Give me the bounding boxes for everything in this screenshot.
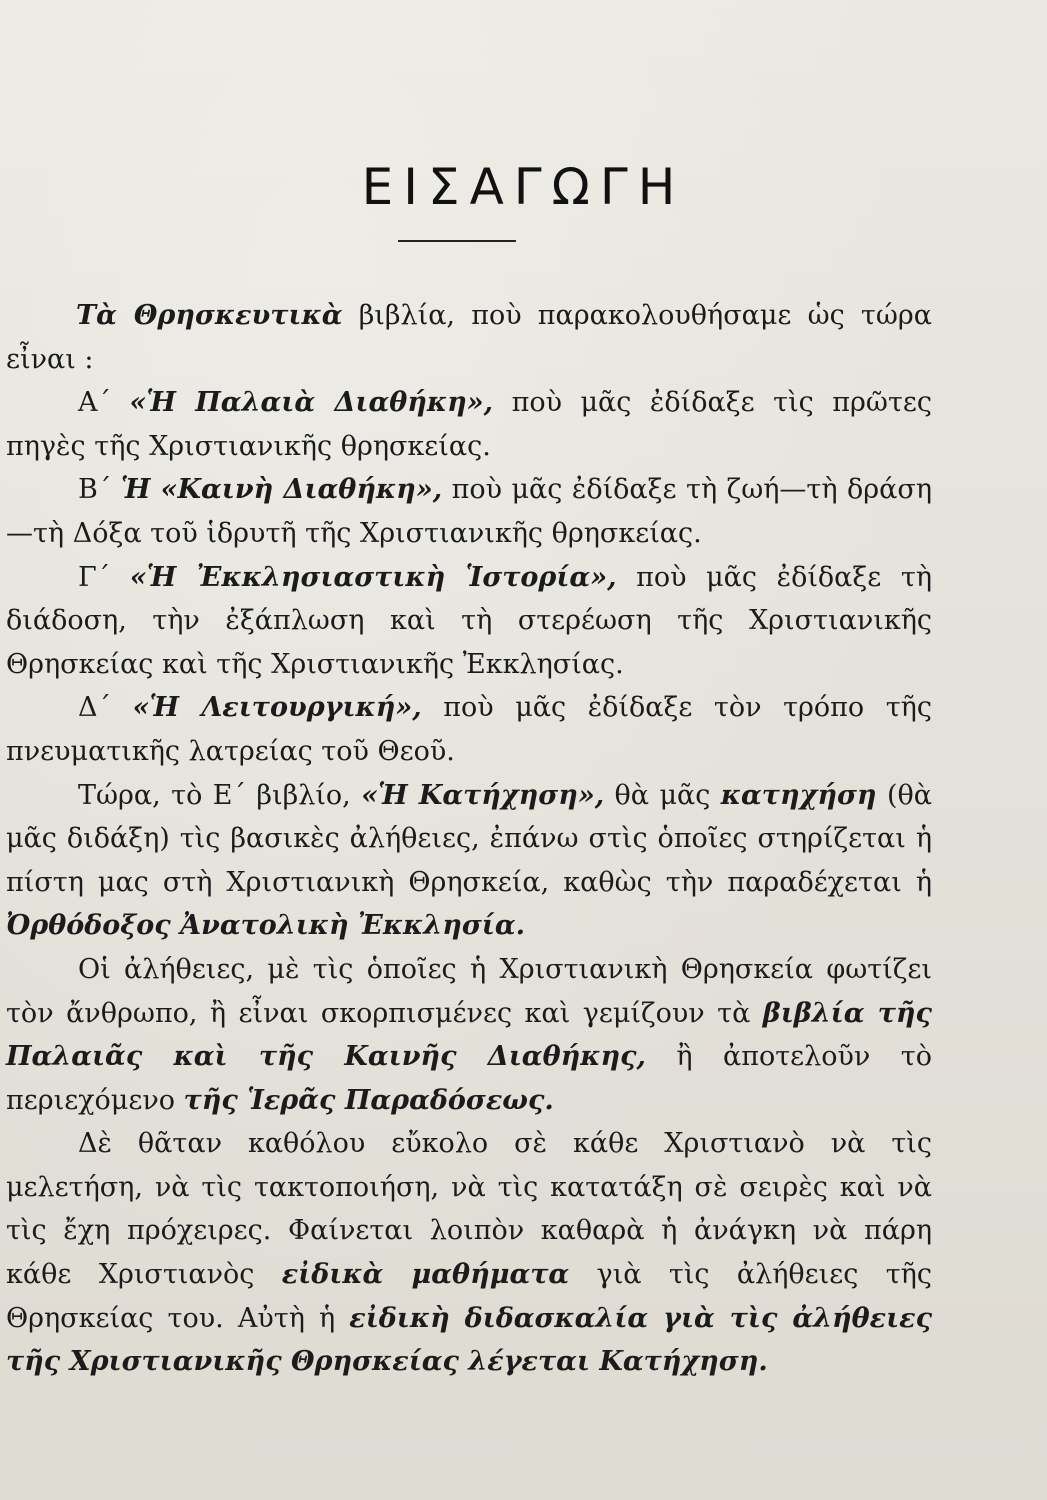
item-c-title: «Ἡ Ἐκκλησιαστικὴ Ἱστορία»,	[129, 561, 617, 593]
p5-bold-b: «Ἡ Κατήχηση»,	[361, 779, 605, 811]
item-c-text: ποὺ μᾶς ἐδίδαξε τὴ διάδοση, τὴν ἐξάπλωση καὶ τὴ στερέωση τῆς Χριστιανικῆς Θρησκείας καὶ τῆς Χριστιανικῆς Ἐκκλησίας.	[6, 561, 932, 680]
p6-bold-d: τῆς Ἱερᾶς Παραδόσεως.	[183, 1084, 554, 1116]
p5-text-c: θὰ μᾶς	[604, 779, 721, 811]
item-b-text: ποὺ μᾶς ἐδίδαξε τὴ ζωή—τὴ δράση—τὴ Δόξα τοῦ ἱδρυτῆ τῆς Χριστιανικῆς θρησκείας.	[6, 474, 932, 549]
paragraph-intro	[6, 294, 932, 381]
paragraph-conclusion	[6, 1122, 932, 1384]
body-text	[6, 294, 932, 1384]
paragraph-katichisi	[6, 774, 932, 948]
intro-bold: Τὰ Θρησκευτικὰ	[76, 300, 343, 331]
paragraph-a	[6, 381, 932, 468]
p5-text-e: (θὰ μᾶς διδάξη) τὶς βασικὲς ἀλήθειες, ἐπάνω στὶς ὁποῖες στηρίζεται ἡ πίστη μας στὴ Χριστιανικὴ Θρησκεία, καθὼς τὴν παραδέχεται ἡ	[6, 779, 933, 898]
p5-bold-f: Ὀρθόδοξος Ἀνατολικὴ Ἐκκλησία.	[6, 910, 525, 942]
p5-bold-d: κατηχήση	[720, 779, 877, 811]
item-a-prefix: Α΄	[78, 387, 130, 419]
item-d-prefix: Δ΄	[78, 692, 133, 724]
chapter-heading: ΕΙΣΑΓΩΓΗ	[361, 158, 686, 216]
item-b-prefix: Β΄	[78, 474, 121, 506]
paragraph-truths	[6, 948, 932, 1122]
item-d-title: «Ἡ Λειτουργική»,	[132, 692, 422, 724]
p6-text-c: ἢ ἀποτελοῦν τὸ περιεχόμενο	[6, 1041, 932, 1116]
paragraph-c	[6, 556, 932, 687]
intro-text: βιβλία, ποὺ παρακολουθήσαμε ὡς τώρα εἶναι :	[6, 300, 932, 375]
p6-text-a: Οἱ ἀλήθειες, μὲ τὶς ὁποῖες ἡ Χριστιανικὴ Θρησκεία φωτίζει τὸν ἄνθρωπο, ἢ εἶναι σκορπισμένες καὶ γεμίζουν τὰ	[6, 953, 932, 1029]
p5-text-a: Τώρα, τὸ Ε΄ βιβλίο,	[78, 779, 362, 811]
heading-underline	[398, 240, 516, 242]
item-a-title: «Ἡ Παλαιὰ Διαθήκη»,	[129, 387, 494, 419]
p7-text-c: γιὰ τὶς ἀλήθειες τῆς Θρησκείας του. Αὐτὴ ἡ	[6, 1259, 932, 1334]
p7-bold-b: εἰδικὰ μαθήματα	[281, 1259, 570, 1291]
p7-text-a: Δὲ θᾶταν καθόλου εὔκολο σὲ κάθε Χριστιανὸ νὰ τὶς μελετήση, νὰ τὶς τακτοποιήση, νὰ τὶς κατατάξη σὲ σειρὲς καὶ νὰ τὶς ἔχη πρόχειρες. Φαίνεται λοιπὸν καθαρὰ ἡ ἀνάγκη νὰ πάρη κάθε Χριστιανὸς	[6, 1128, 932, 1291]
item-c-prefix: Γ΄	[78, 561, 130, 593]
item-d-text: ποὺ μᾶς ἐδίδαξε τὸν τρόπο τῆς πνευματικῆς λατρείας τοῦ Θεοῦ.	[6, 692, 932, 767]
item-a-text: ποὺ μᾶς ἐδίδαξε τὶς πρῶτες πηγὲς τῆς Χριστιανικῆς θρησκείας.	[6, 387, 932, 462]
p6-bold-b: βιβλία τῆς Παλαιᾶς καὶ τῆς Καινῆς Διαθήκης,	[6, 997, 932, 1073]
p7-bold-d: εἰδικὴ διδασκαλία γιὰ τὶς ἀλήθειες τῆς Χριστιανικῆς Θρησκείας λέγεται Κατήχηση.	[6, 1302, 933, 1378]
paragraph-d	[6, 686, 932, 773]
item-b-title: Ἡ «Καινὴ Διαθήκη»,	[120, 474, 443, 506]
paragraph-b	[6, 468, 932, 555]
